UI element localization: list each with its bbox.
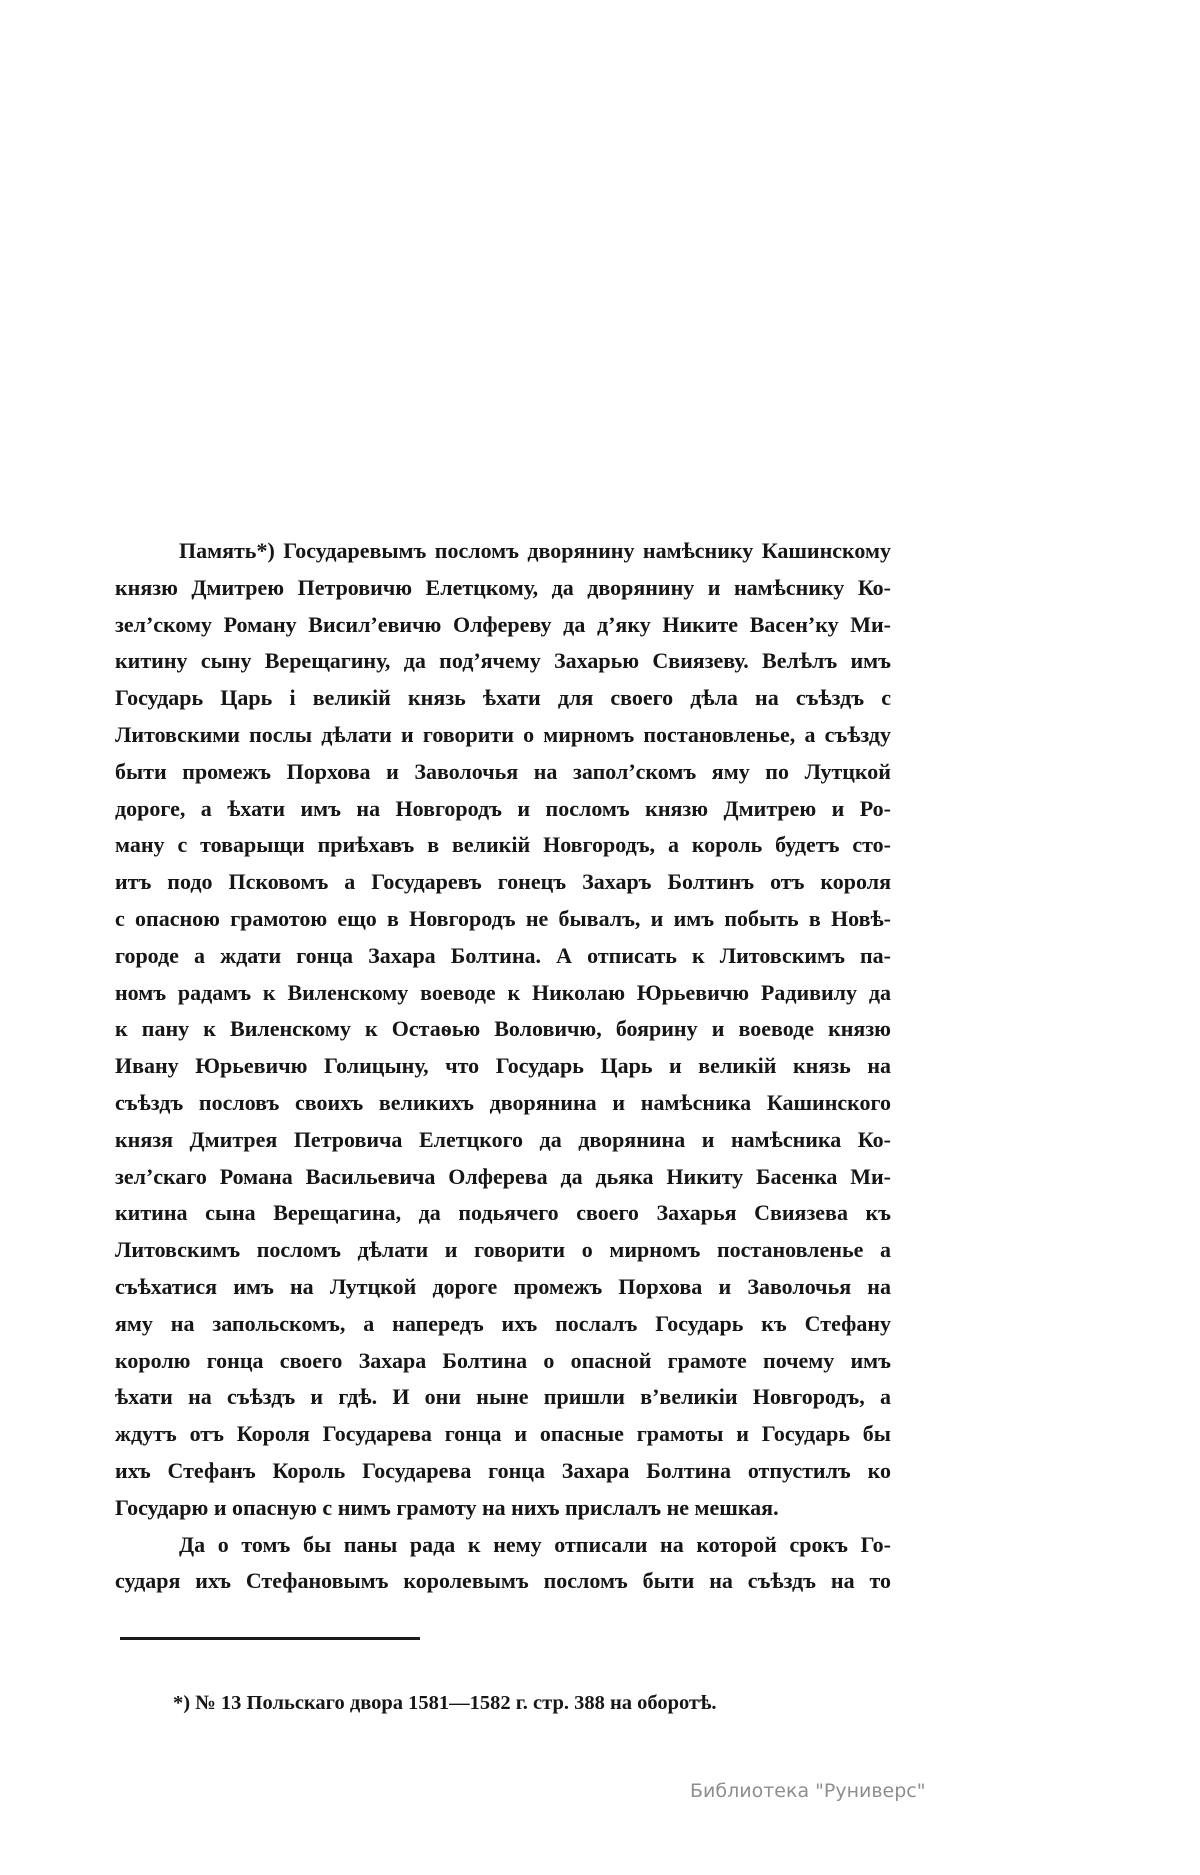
text-line: князя Дмитрея Петровича Елетцкого да дворянина и намѣсника Ко-: [115, 1126, 891, 1152]
footnote-divider-rule: [120, 1637, 420, 1640]
text-line: китину сыну Верещагину, да под’ячему Захарью Свиязеву. Велѣлъ имъ: [115, 648, 891, 674]
text-line: яму на запольскомъ, а напередъ ихъ послалъ Государь къ Стефану: [115, 1310, 891, 1336]
text-line: итъ подо Псковомъ а Государевъ гонецъ Захаръ Болтинъ отъ короля: [115, 869, 891, 895]
text-line: ману с товарыщи приѣхавъ в великій Новгородъ, а король будетъ сто-: [115, 832, 891, 858]
text-line: съѣхатися имъ на Лутцкой дороге промежъ Порхова и Заволочья на: [115, 1273, 891, 1299]
text-line: сударя ихъ Стефановымъ королевымъ посломъ быти на съѣздъ на то: [115, 1568, 891, 1594]
text-line: съѣздъ пословъ своихъ великихъ дворянина и намѣсника Кашинского: [115, 1089, 891, 1115]
text-line: Ивану Юрьевичю Голицыну, что Государь Царь и великій князь на: [115, 1053, 891, 1079]
paragraph-2: [115, 1527, 891, 1601]
text-line: городе а ждати гонца Захара Болтина. А отписать к Литовскимъ па-: [115, 942, 891, 968]
library-watermark: Библиотека "Руниверс": [690, 1780, 926, 1802]
text-line: номъ радамъ к Виленскому воеводе к Николаю Юрьевичю Радивилу да: [115, 979, 891, 1005]
text-line: ихъ Стефанъ Король Государева гонца Захара Болтина отпустилъ ко: [115, 1457, 891, 1483]
text-line: королю гонца своего Захара Болтина о опасной грамоте почему имъ: [115, 1347, 891, 1373]
text-line: дороге, а ѣхати имъ на Новгородъ и посломъ князю Дмитрею и Ро-: [115, 795, 891, 821]
text-line: ждутъ отъ Короля Государева гонца и опасные грамоты и Государь бы: [115, 1421, 891, 1447]
text-line: зел’скаго Романа Васильевича Олферева да дьяка Никиту Басенка Ми-: [115, 1163, 891, 1189]
footnote-text: *) № 13 Польскаго двора 1581—1582 г. стр. 388 на оборотѣ.: [173, 1692, 717, 1714]
text-line: с опасною грамотою ещо в Новгородъ не бывалъ, и имъ побыть в Новѣ-: [115, 905, 891, 931]
text-line: Государь Царь і великій князь ѣхати для своего дѣла на съѣздъ с: [115, 685, 891, 711]
text-line: Литовскими послы дѣлати и говорити о мирномъ постановленье, а съѣзду: [115, 721, 891, 747]
paragraph-1: [115, 533, 891, 1527]
text-line: Государю и опасную с нимъ грамоту на нихъ прислалъ не мешкая.: [115, 1494, 779, 1520]
text-line: китина сына Верещагина, да подьячего своего Захарья Свиязева къ: [115, 1200, 891, 1226]
text-line: Литовскимъ посломъ дѣлати и говорити о мирномъ постановленье а: [115, 1237, 891, 1263]
text-line: ѣхати на съѣздъ и гдѣ. И они ныне пришли в’великіи Новгородъ, а: [115, 1384, 891, 1410]
text-line: Да о томъ бы паны рада к нему отписали на которой срокъ Го-: [179, 1531, 891, 1557]
text-line: князю Дмитрею Петровичю Елетцкому, да дворянину и намѣснику Ко-: [115, 574, 891, 600]
text-line: Память*) Государевымъ посломъ дворянину намѣснику Кашинскому: [179, 538, 891, 563]
text-line: быти промежъ Порхова и Заволочья на запол’скомъ яму по Лутцкой: [115, 758, 891, 784]
text-line: к пану к Виленскому к Остаѳью Воловичю, боярину и воеводе князю: [115, 1016, 891, 1042]
text-block: [115, 533, 891, 1600]
text-line: зел’скому Роману Висил’евичю Олфереву да д’яку Никите Васен’ку Ми-: [115, 611, 891, 637]
